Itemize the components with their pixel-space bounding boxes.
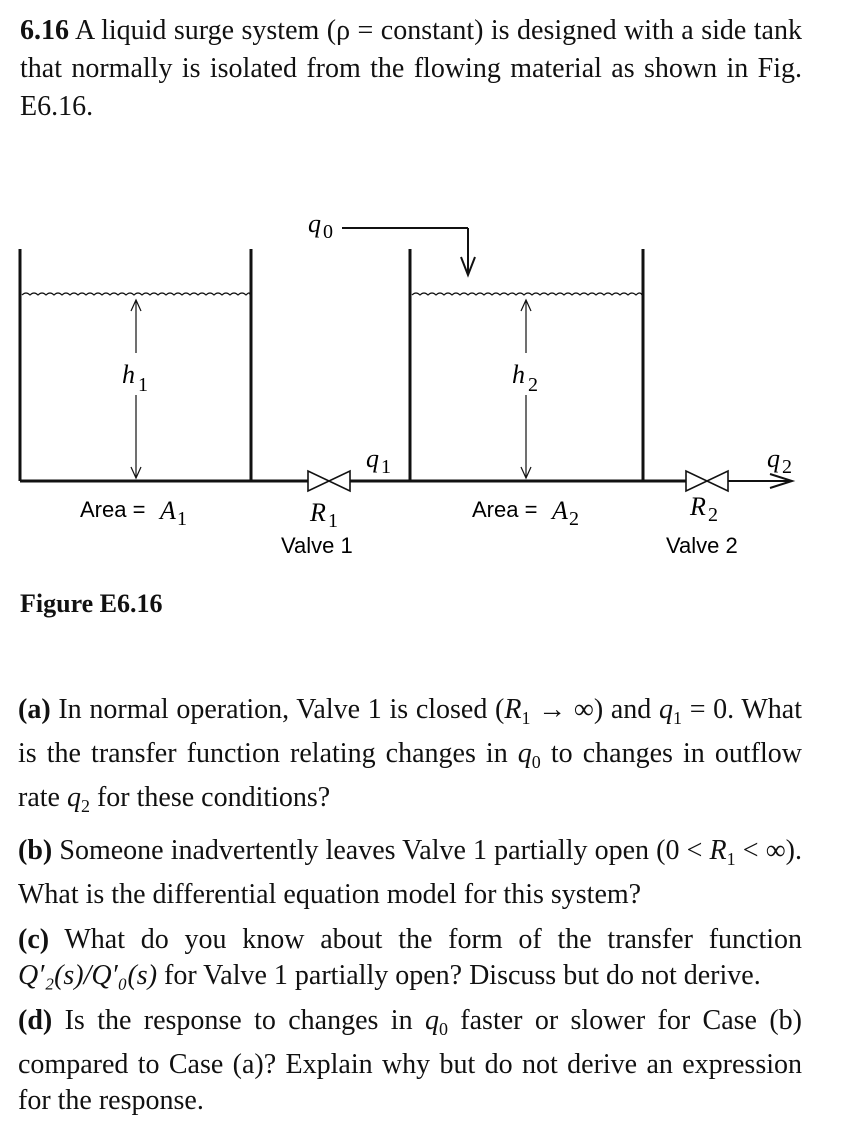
part-b-math-r1: [709, 835, 736, 869]
part-c: [18, 922, 802, 994]
label-area2-var: A: [552, 496, 568, 525]
part-a: [18, 692, 802, 824]
part-a-math-r1-letter: R: [504, 694, 522, 725]
label-area2-prefix: Area =: [472, 497, 538, 522]
label-area1-prefix: Area =: [80, 497, 146, 522]
part-a-math-r1-sub: 1: [521, 708, 531, 728]
part-a-math-q1-sub: 1: [673, 708, 682, 728]
part-a-math-q2-letter: q: [66, 782, 81, 813]
label-q0-letter: q: [308, 209, 321, 238]
part-a-text-3: = 0. What is the transfer function relating changes in: [18, 694, 803, 769]
part-a-math-q0-letter: q: [517, 738, 532, 769]
part-b: [18, 833, 802, 913]
problem-number: 6.16: [20, 15, 69, 46]
label-h2-letter: h: [512, 360, 525, 389]
valve1-icon: [308, 471, 350, 491]
valve2-icon: [686, 471, 728, 491]
part-a-math-q0: [517, 738, 541, 772]
part-a-tag: (a): [18, 694, 51, 725]
part-b-math-r1-sub: 1: [726, 849, 736, 869]
part-a-text-2: ) and: [593, 694, 659, 725]
label-q0-sub: 0: [323, 221, 333, 243]
part-d-tag: (d): [18, 1005, 53, 1036]
label-h1-letter: h: [122, 360, 135, 389]
part-d-math-q0-letter: q: [424, 1005, 439, 1036]
tank2-liquid-surface: [412, 293, 642, 295]
figure-caption: Figure E6.16: [20, 589, 163, 618]
problem-parts: [18, 692, 802, 1128]
part-c-text-2: for Valve 1 partially open? Discuss but do not derive.: [157, 960, 761, 991]
label-q1-sub: 1: [381, 456, 391, 478]
part-a-math-q2-sub: 2: [80, 796, 90, 816]
problem-intro-text: A liquid surge system (ρ = constant) is designed with a side tank that normally is isolated from the flowing material as shown in Fig. E6.16.: [20, 15, 802, 122]
label-area2-sub: 2: [569, 508, 579, 530]
surge-system-diagram: [0, 205, 853, 585]
label-valve1: Valve 1: [281, 533, 353, 558]
figure-e6-16: [0, 205, 853, 585]
label-area1-var: A: [160, 496, 176, 525]
part-a-text-1: In normal operation, Valve 1 is closed (: [58, 694, 505, 725]
part-d-text-2: faster or slower for Case (b) compared to Case (a)? Explain why but do not derive an expression for the response.: [18, 1005, 802, 1116]
part-a-math-q0-sub: 0: [531, 752, 541, 772]
part-b-text-2: < ∞). What is the differential equation model for this system?: [18, 835, 802, 910]
part-a-text-5: for these conditions?: [89, 782, 331, 813]
tank1-liquid-surface: [22, 293, 250, 295]
label-area1-sub: 1: [177, 508, 187, 530]
part-d-math-q0-sub: 0: [438, 1019, 448, 1039]
part-a-math-r1: [504, 694, 531, 728]
problem-statement: [20, 12, 802, 126]
part-c-math-transfer-function: Q′₂(s)/Q′₀(s): [18, 960, 158, 991]
part-a-math-arrow: → ∞: [530, 694, 594, 725]
label-r1-sub: 1: [328, 510, 338, 532]
part-d-text-1: Is the response to changes in: [64, 1005, 425, 1036]
label-r1-letter: R: [310, 498, 326, 527]
part-c-text-1: What do you know about the form of the transfer function: [64, 924, 803, 955]
part-b-math-r1-letter: R: [709, 835, 727, 866]
label-h2-sub: 2: [528, 374, 538, 396]
part-b-text-1: Someone inadvertently leaves Valve 1 partially open (0 <: [59, 835, 710, 866]
part-d: [18, 1003, 802, 1119]
part-a-math-q1: [659, 694, 682, 728]
label-q1-letter: q: [366, 444, 379, 473]
part-a-math-q2: [66, 782, 90, 816]
label-h1-sub: 1: [138, 374, 148, 396]
part-c-tag: (c): [18, 924, 50, 955]
part-d-math-q0: [424, 1005, 448, 1039]
label-r2-letter: R: [690, 492, 706, 521]
label-q2-letter: q: [767, 444, 780, 473]
label-r2-sub: 2: [708, 504, 718, 526]
part-b-tag: (b): [18, 835, 53, 866]
label-q2-sub: 2: [782, 456, 792, 478]
label-valve2: Valve 2: [666, 533, 738, 558]
part-a-text-4: to changes in outflow rate: [18, 738, 802, 813]
part-a-math-q1-letter: q: [659, 694, 673, 725]
